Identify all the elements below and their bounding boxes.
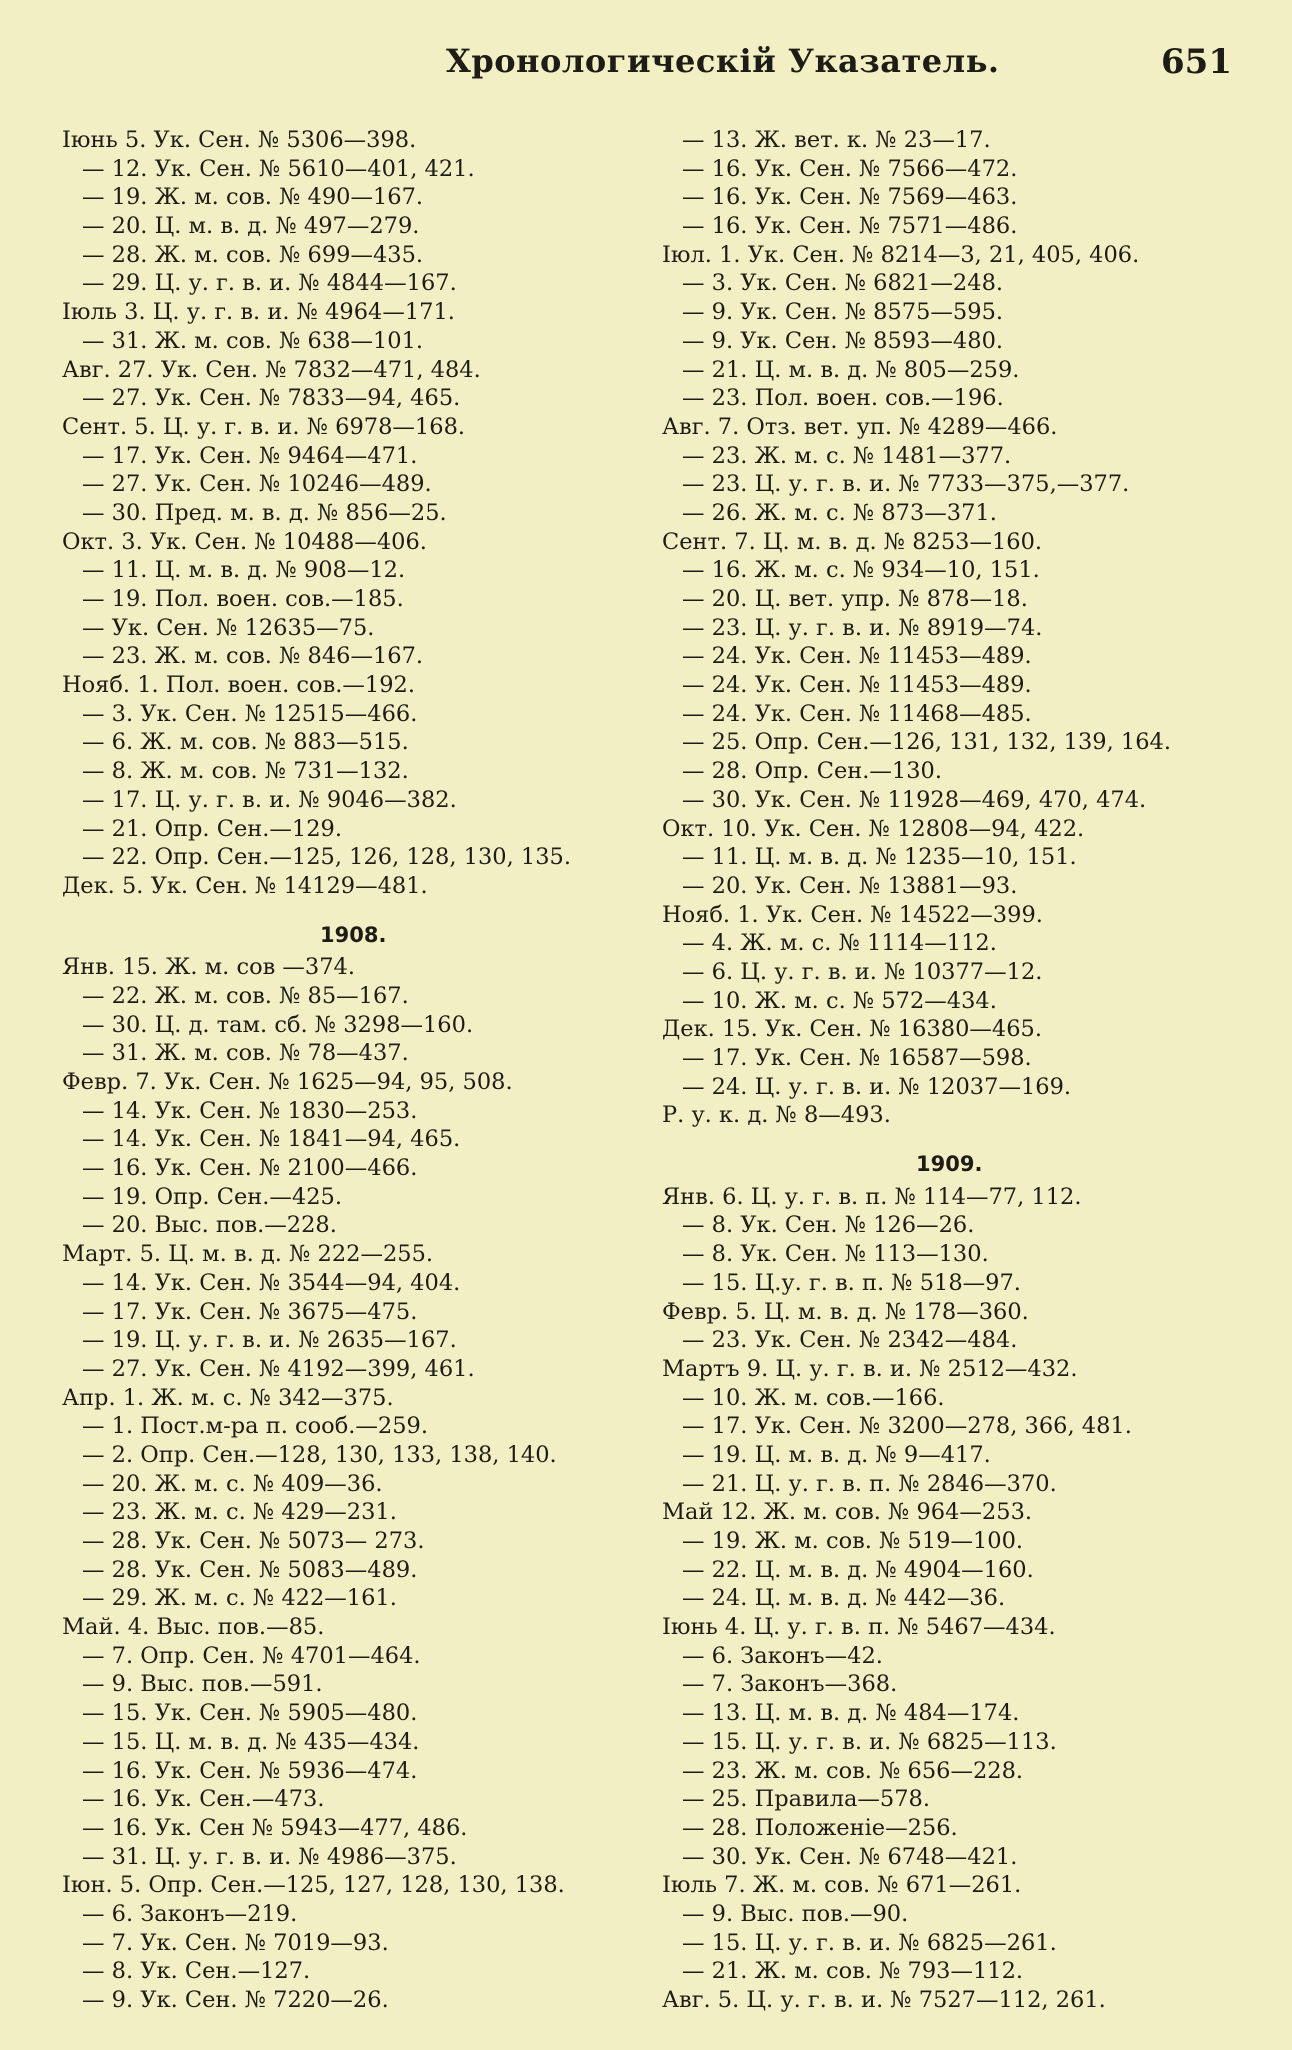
index-entry: — 8. Ук. Сен. № 126—26.	[682, 1212, 975, 1239]
index-entry: — 7. Ук. Сен. № 7019—93.	[82, 1929, 389, 1956]
index-entry: — 19. Ц. у. г. в. и. № 2635—167.	[82, 1327, 457, 1354]
index-entry: — 22. Ж. м. сов. № 85—167.	[82, 982, 409, 1009]
index-entry: Сент. 5. Ц. у. г. в. и. № 6978—168.	[62, 413, 466, 440]
index-entry: — 16. Ук. Сен. № 7571—486.	[682, 213, 1018, 240]
index-entry: — 3. Ук. Сен. № 12515—466.	[82, 700, 418, 727]
index-entry: — 6. Ж. м. сов. № 883—515.	[82, 729, 409, 756]
index-entry: — 9. Ук. Сен. № 8575—595.	[682, 299, 1004, 326]
year-heading-1909: 1909.	[916, 1152, 983, 1177]
index-entry: — 15. Ц.у. г. в. п. № 518—97.	[682, 1269, 1021, 1296]
index-entry: — 17. Ц. у. г. в. и. № 9046—382.	[82, 786, 457, 813]
index-entry: — 24. Ук. Сен. № 11453—489.	[682, 643, 1032, 670]
index-entry: — 30. Пред. м. в. д. № 856—25.	[82, 499, 447, 526]
index-entry: — 13. Ж. вет. к. № 23—17.	[682, 127, 991, 153]
index-entry: Нояб. 1. Пол. воен. сов.—192.	[62, 672, 415, 699]
index-entry: — 6. Законъ—42.	[682, 1642, 883, 1669]
index-entry: — 9. Ук. Сен. № 8593—480.	[682, 327, 1004, 354]
index-entry: — 24. Ц. у. г. в. и. № 12037—169.	[682, 1073, 1072, 1100]
index-entry: — 30. Ук. Сен. № 11928—469, 470, 474.	[682, 786, 1147, 813]
index-entry: — 22. Ц. м. в. д. № 4904—160.	[682, 1556, 1034, 1583]
index-entry: — 6. Законъ—219.	[82, 1900, 298, 1927]
index-entry: — 1. Пост.м-ра п. сооб.—259.	[82, 1413, 429, 1440]
index-entry: — 23. Ц. у. г. в. и. № 8919—74.	[682, 614, 1043, 641]
index-entry: — 10. Ж. м. сов.—166.	[682, 1384, 945, 1411]
index-entry: — 20. Ж. м. с. № 409—36.	[82, 1470, 383, 1497]
index-entry: — 23. Ц. у. г. в. и. № 7733—375,—377.	[682, 471, 1130, 498]
index-entry: — 21. Опр. Сен.—129.	[82, 815, 343, 842]
index-entry: Дек. 15. Ук. Сен. № 16380—465.	[662, 1016, 1042, 1043]
index-entry: — 16. Ук. Сен. № 5936—474.	[82, 1757, 418, 1784]
index-entry: — 14. Ук. Сен. № 1841—94, 465.	[82, 1126, 461, 1153]
index-entry: — 15. Ц. у. г. в. и. № 6825—261.	[682, 1929, 1057, 1956]
index-entry: — 8. Ук. Сен.—127.	[82, 1958, 311, 1985]
index-entry: — 16. Ук. Сен.—473.	[82, 1786, 325, 1813]
index-entry: Іюн. 5. Опр. Сен.—125, 127, 128, 130, 138.	[62, 1872, 565, 1899]
index-entry: — 21. Ж. м. сов. № 793—112.	[682, 1958, 1024, 1985]
index-entry: Іюль 3. Ц. у. г. в. и. № 4964—171.	[62, 299, 455, 326]
index-entry: — 9. Ук. Сен. № 7220—26.	[82, 1987, 389, 2013]
index-entry: — 24. Ук. Сен. № 11453—489.	[682, 672, 1032, 699]
index-entry: — 28. Положеніе—256.	[682, 1814, 958, 1841]
index-entry: Февр. 7. Ук. Сен. № 1625—94, 95, 508.	[62, 1069, 513, 1095]
index-entry: — 21. Ц. у. г. в. п. № 2846—370.	[682, 1470, 1057, 1497]
index-entry: — 30. Ук. Сен. № 6748—421.	[682, 1843, 1018, 1870]
left-entries-1908	[62, 953, 652, 2014]
index-entry: — 19. Ж. м. сов. № 519—100.	[682, 1528, 1024, 1554]
index-entry: — 31. Ж. м. сов. № 78—437.	[82, 1040, 409, 1067]
index-entry: Мартъ 9. Ц. у. г. в. и. № 2512—432.	[662, 1355, 1078, 1382]
index-entry: — 16. Ук. Сен. № 7566—472.	[682, 155, 1018, 182]
index-entry: — 11. Ц. м. в. д. № 1235—10, 151.	[682, 844, 1077, 871]
year-heading-1908: 1908.	[320, 922, 387, 947]
index-entry: — 23. Ук. Сен. № 2342—484.	[682, 1327, 1018, 1354]
index-entry: — 17. Ук. Сен. № 9464—471.	[82, 442, 418, 469]
index-entry: — 15. Ук. Сен. № 5905—480.	[82, 1700, 418, 1727]
index-entry: — 23. Ж. м. сов. № 656—228.	[682, 1757, 1024, 1784]
index-entry: — 8. Ук. Сен. № 113—130.	[682, 1241, 989, 1268]
index-entry: — 23. Ж. м. с. № 1481—377.	[682, 442, 1012, 469]
index-entry: — 7. Опр. Сен. № 4701—464.	[82, 1642, 421, 1669]
index-entry: — 9. Выс. пов.—591.	[82, 1671, 323, 1698]
index-entry: — 2. Опр. Сен.—128, 130, 133, 138, 140.	[82, 1441, 557, 1468]
index-entry: — 9. Выс. пов.—90.	[682, 1900, 909, 1927]
index-entry: — 29. Ц. у. г. в. и. № 4844—167.	[82, 270, 457, 297]
index-entry: Нояб. 1. Ук. Сен. № 14522—399.	[662, 901, 1043, 928]
index-entry: — 19. Ц. м. в. д. № 9—417.	[682, 1441, 991, 1468]
page-number: 651	[1161, 42, 1232, 82]
page-header	[0, 42, 1292, 92]
index-entry: — 17. Ук. Сен. № 16587—598.	[682, 1045, 1032, 1071]
index-entry: — 19. Ж. м. сов. № 490—167.	[82, 184, 424, 211]
index-entry: — 16. Ук. Сен № 5943—477, 486.	[82, 1814, 468, 1841]
index-entry: Авг. 27. Ук. Сен. № 7832—471, 484.	[62, 356, 481, 383]
index-entry: Авг. 7. Отз. вет. уп. № 4289—466.	[662, 413, 1058, 440]
index-entry: — 27. Ук. Сен. № 7833—94, 465.	[82, 385, 461, 412]
right-entries-1909	[662, 1183, 1252, 2015]
index-entry: Окт. 10. Ук. Сен. № 12808—94, 422.	[662, 815, 1085, 842]
index-entry: Дек. 5. Ук. Сен. № 14129—481.	[62, 872, 428, 899]
index-entry: — 16. Ук. Сен. № 2100—466.	[82, 1155, 418, 1182]
index-entry: Апр. 1. Ж. м. с. № 342—375.	[62, 1384, 394, 1411]
right-entries-1908	[662, 126, 1252, 1130]
index-entry: — 13. Ц. м. в. д. № 484—174.	[682, 1700, 1020, 1727]
index-entry: — 28. Ук. Сен. № 5083—489.	[82, 1556, 418, 1583]
index-entry: Сент. 7. Ц. м. в. д. № 8253—160.	[662, 528, 1043, 555]
index-entry: — 15. Ц. у. г. в. и. № 6825—113.	[682, 1728, 1057, 1755]
index-entry: — 31. Ж. м. сов. № 638—101.	[82, 327, 424, 354]
index-entry: — 17. Ук. Сен. № 3200—278, 366, 481.	[682, 1413, 1132, 1440]
index-entry: — 14. Ук. Сен. № 1830—253.	[82, 1097, 418, 1124]
index-entry: — 26. Ж. м. с. № 873—371.	[682, 499, 997, 526]
index-entry: — 27. Ук. Сен. № 10246—489.	[82, 471, 432, 498]
index-entry: — 17. Ук. Сен. № 3675—475.	[82, 1298, 418, 1325]
index-entry: Іюнь 4. Ц. у. г. в. п. № 5467—434.	[662, 1614, 1056, 1641]
index-entry: — 15. Ц. м. в. д. № 435—434.	[82, 1728, 420, 1755]
index-entry: — 30. Ц. д. там. сб. № 3298—160.	[82, 1011, 474, 1038]
index-entry: Іюл. 1. Ук. Сен. № 8214—3, 21, 405, 406.	[662, 241, 1140, 268]
index-entry: — 31. Ц. у. г. в. и. № 4986—375.	[82, 1843, 457, 1870]
left-entries-1907	[62, 126, 652, 901]
index-entry: — 14. Ук. Сен. № 3544—94, 404.	[82, 1269, 461, 1296]
index-entry: Р. у. к. д. № 8—493.	[662, 1102, 891, 1129]
index-entry: — 10. Ж. м. с. № 572—434.	[682, 987, 997, 1014]
index-entry: — 20. Ц. м. в. д. № 497—279.	[82, 213, 420, 240]
index-entry: Окт. 3. Ук. Сен. № 10488—406.	[62, 528, 427, 555]
index-entry: — 29. Ж. м. с. № 422—161.	[82, 1585, 397, 1612]
index-entry: — 6. Ц. у. г. в. и. № 10377—12.	[682, 958, 1043, 985]
index-entry: — 8. Ж. м. сов. № 731—132.	[82, 758, 409, 785]
index-entry: — 3. Ук. Сен. № 6821—248.	[682, 270, 1004, 297]
index-entry: — 16. Ж. м. с. № 934—10, 151.	[682, 557, 1040, 584]
index-entry: — 25. Опр. Сен.—126, 131, 132, 139, 164.	[682, 729, 1172, 756]
index-entry: — 16. Ук. Сен. № 7569—463.	[682, 184, 1018, 211]
index-entry: — 19. Пол. воен. сов.—185.	[82, 586, 404, 612]
index-entry: — 20. Ук. Сен. № 13881—93.	[682, 872, 1018, 899]
index-entry: — 22. Опр. Сен.—125, 126, 128, 130, 135.	[82, 844, 572, 871]
index-entry: — 23. Пол. воен. сов.—196.	[682, 385, 1004, 412]
index-entry: — 25. Правила—578.	[682, 1786, 930, 1813]
index-entry: Іюнь 5. Ук. Сен. № 5306—398.	[62, 127, 417, 153]
index-entry: — 21. Ц. м. в. д. № 805—259.	[682, 356, 1020, 383]
index-entry: — 20. Ц. вет. упр. № 878—18.	[682, 586, 1028, 612]
index-entry: — 12. Ук. Сен. № 5610—401, 421.	[82, 155, 475, 182]
index-entry: — 23. Ж. м. с. № 429—231.	[82, 1499, 397, 1526]
index-entry: — 28. Ж. м. сов. № 699—435.	[82, 241, 424, 268]
index-entry: — 20. Выс. пов.—228.	[82, 1212, 337, 1239]
index-entry: — 23. Ж. м. сов. № 846—167.	[82, 643, 424, 670]
index-entry: — 19. Опр. Сен.—425.	[82, 1183, 343, 1210]
index-entry: Май 12. Ж. м. сов. № 964—253.	[662, 1499, 1033, 1526]
index-entry: Февр. 5. Ц. м. в. д. № 178—360.	[662, 1298, 1029, 1325]
index-entry: — 28. Ук. Сен. № 5073— 273.	[82, 1528, 425, 1554]
index-entry: Март. 5. Ц. м. в. д. № 222—255.	[62, 1241, 434, 1268]
index-entry: — 28. Опр. Сен.—130.	[682, 758, 943, 785]
index-entry: — 11. Ц. м. в. д. № 908—12.	[82, 557, 406, 584]
index-entry: — Ук. Сен. № 12635—75.	[82, 614, 375, 641]
index-entry: Май. 4. Выс. пов.—85.	[62, 1614, 325, 1641]
index-entry: Авг. 5. Ц. у. г. в. и. № 7527—112, 261.	[662, 1987, 1106, 2013]
index-entry: — 7. Законъ—368.	[682, 1671, 898, 1698]
index-entry: — 27. Ук. Сен. № 4192—399, 461.	[82, 1355, 475, 1382]
right-column	[662, 126, 1252, 2015]
running-title: Хронологическій Указатель.	[446, 42, 1000, 80]
index-entry: — 4. Ж. м. с. № 1114—112.	[682, 930, 997, 957]
index-entry: — 24. Ц. м. в. д. № 442—36.	[682, 1585, 1006, 1612]
index-entry: Янв. 15. Ж. м. сов —374.	[62, 954, 356, 981]
left-column	[62, 126, 652, 2015]
index-entry: Іюль 7. Ж. м. сов. № 671—261.	[662, 1872, 1022, 1899]
index-entry: Янв. 6. Ц. у. г. в. п. № 114—77, 112.	[662, 1183, 1082, 1210]
index-entry: — 24. Ук. Сен. № 11468—485.	[682, 700, 1032, 727]
